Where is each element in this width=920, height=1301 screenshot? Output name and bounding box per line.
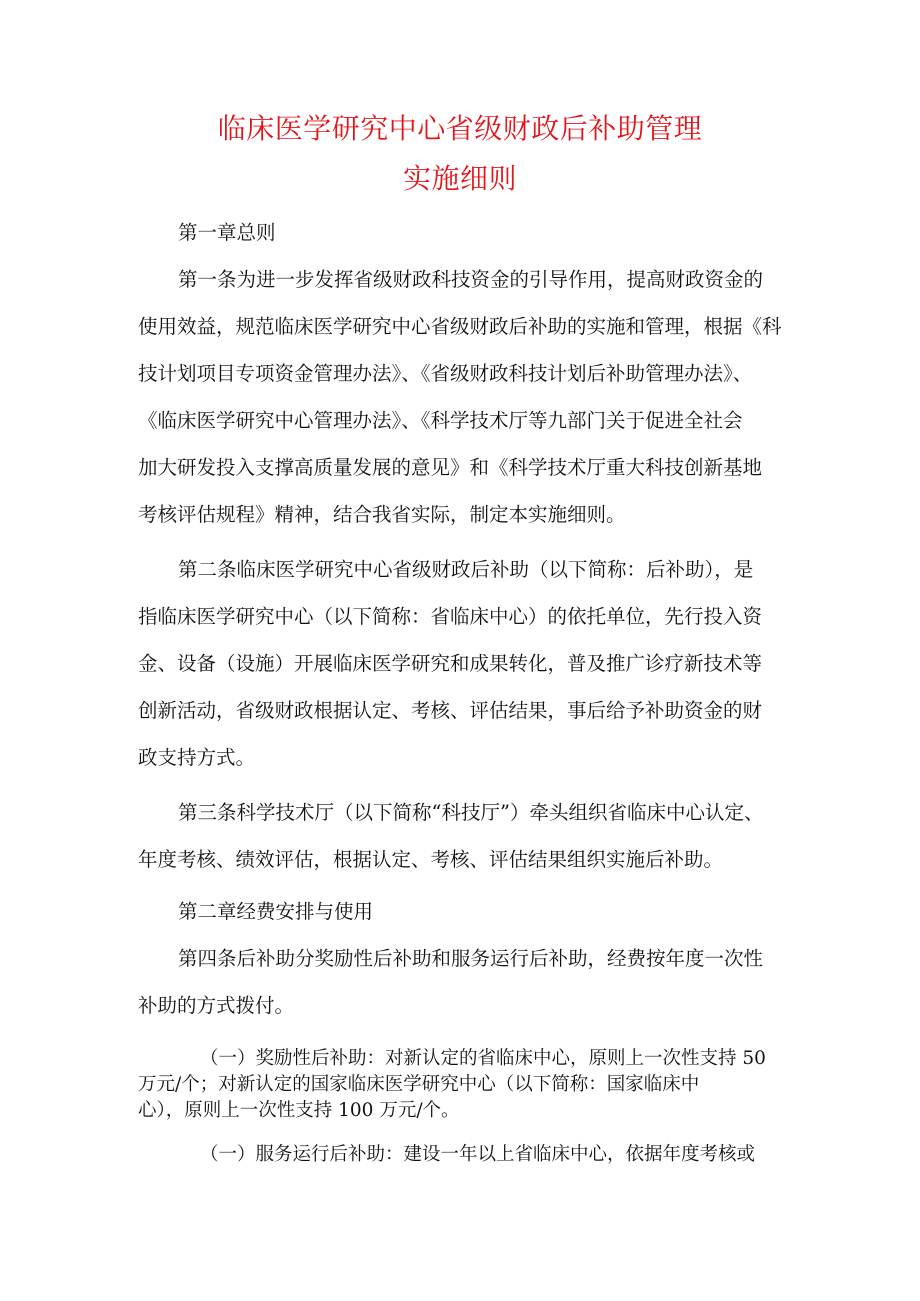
chapter-1-heading: 第一章总则 bbox=[178, 221, 276, 244]
item-1-line-1: （一）奖励性后补助：对新认定的省临床中心，原则上一次性支持 50 bbox=[200, 1048, 766, 1069]
document-title-line-1: 临床医学研究中心省级财政后补助管理 bbox=[217, 112, 703, 145]
item-1-line-2: 万元/个；对新认定的国家临床医学研究中心（以下简称：国家临床中 bbox=[138, 1074, 700, 1095]
article-4-line-2: 补助的方式拨付。 bbox=[138, 994, 295, 1017]
item-2-line-1: （一）服务运行后补助：建设一年以上省临床中心，依据年度考核或 bbox=[200, 1144, 756, 1165]
article-2-line-1: 第二条临床医学研究中心省级财政后补助（以下简称：后补助），是 bbox=[178, 558, 754, 581]
article-3-line-1: 第三条科学技术厅（以下简称“科技厅”）牵头组织省临床中心认定、 bbox=[178, 801, 764, 824]
article-2-line-3: 金、设备（设施）开展临床医学研究和成果转化，普及推广诊疗新技术等 bbox=[138, 652, 763, 675]
article-1-line-2: 使用效益，规范临床医学研究中心省级财政后补助的实施和管理，根据《科 bbox=[138, 315, 782, 338]
article-1-line-5: 加大研发投入支撑高质量发展的意见》和《科学技术厅重大科技创新基地 bbox=[138, 456, 763, 479]
article-1-line-4: 《临床医学研究中心管理办法》、《科学技术厅等九部门关于促进全社会 bbox=[138, 409, 743, 432]
article-2-line-2: 指临床医学研究中心（以下简称：省临床中心）的依托单位，先行投入资 bbox=[138, 605, 763, 628]
article-2-line-5: 政支持方式。 bbox=[138, 746, 256, 769]
chapter-2-heading: 第二章经费安排与使用 bbox=[178, 900, 374, 923]
article-1-line-6: 考核评估规程》精神，结合我省实际，制定本实施细则。 bbox=[138, 503, 626, 526]
document-title-line-2: 实施细则 bbox=[402, 162, 517, 195]
article-1-line-3: 技计划项目专项资金管理办法》、《省级财政科技计划后补助管理办法》、 bbox=[138, 362, 753, 385]
article-2-line-4: 创新活动，省级财政根据认定、考核、评估结果，事后给予补助资金的财 bbox=[138, 699, 763, 722]
article-4-line-1: 第四条后补助分奖励性后补助和服务运行后补助，经费按年度一次性 bbox=[178, 947, 764, 970]
item-1-line-3: 心），原则上一次性支持 100 万元/个。 bbox=[138, 1100, 460, 1121]
article-3-line-2: 年度考核、绩效评估，根据认定、考核、评估结果组织实施后补助。 bbox=[138, 848, 724, 871]
article-1-line-1: 第一条为进一步发挥省级财政科技资金的引导作用，提高财政资金的 bbox=[178, 268, 764, 291]
